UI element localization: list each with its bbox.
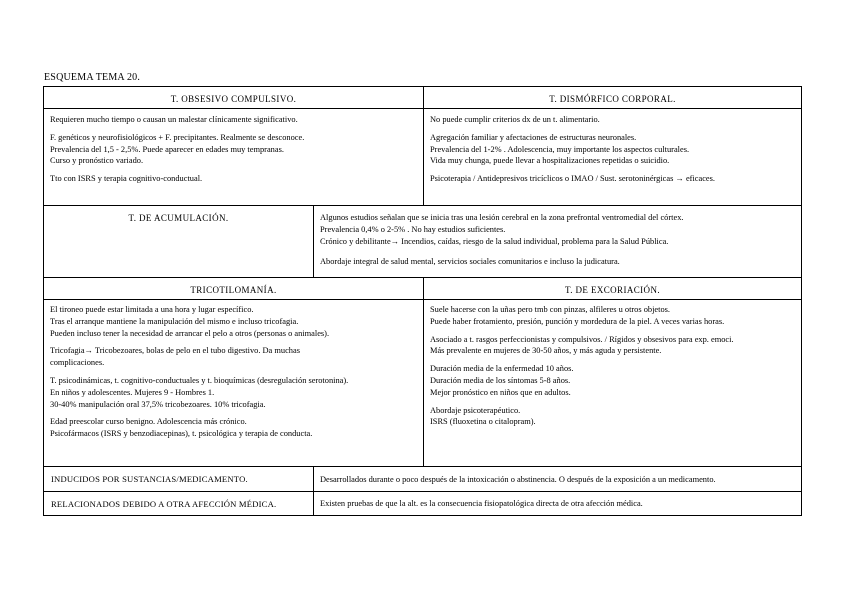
tdc-header: T. DISMÓRFICO CORPORAL.	[424, 87, 801, 109]
tricotilomania-header: TRICOTILOMANÍA.	[44, 278, 424, 300]
excoriacion-line: Duración media de la enfermedad 10 años.	[430, 364, 574, 374]
document-title: ESQUEMA TEMA 20.	[44, 72, 141, 83]
excoriacion-line: Asociado a t. rasgos perfeccionistas y compulsivos. / Rígidos y obsesivos para exp. emoci.	[430, 334, 734, 344]
tdc-line: Prevalencia del 1-2% . Adolescencia, muy importante los aspectos culturales.	[430, 144, 690, 154]
tricotilomania-line: El tironeo puede estar limitada a una hora y lugar específico.	[50, 305, 254, 314]
acumulacion-line: Crónico y debilitante→ Incendios, caídas, riesgo de la salud individual, problema para la Salud Pública.	[320, 236, 669, 246]
excoriacion-line: ISRS (fluoxetina o citalopram).	[430, 417, 536, 427]
tdc-body	[424, 109, 801, 206]
acumulacion-header: T. DE ACUMULACIÓN.	[44, 206, 314, 278]
tricotilomania-line: En niños y adolescentes. Mujeres 9 - Hombres 1.	[50, 387, 215, 397]
tricotilomania-line: T. psicodinámicas, t. cognitivo-conductuales y t. bioquímicas (desregulación serotonina).	[50, 375, 349, 385]
toc-body	[44, 109, 424, 206]
sustancias-header: INDUCIDOS POR SUSTANCIAS/MEDICAMENTO.	[44, 467, 314, 492]
toc-line: Tto con ISRS y terapia cognitivo-conductual.	[50, 174, 203, 184]
sustancias-body	[314, 467, 801, 492]
toc-line: Prevalencia del 1,5 - 2,5%. Puede aparecer en edades muy tempranas.	[50, 144, 284, 154]
tricotilomania-body	[44, 300, 424, 467]
tdc-line: Vida muy chunga, puede llevar a hospitalizaciones repetidas o suicidio.	[430, 156, 670, 166]
excoriacion-body	[424, 300, 801, 467]
tdc-line: Agregación familiar y afectaciones de estructuras neuronales.	[430, 132, 637, 142]
toc-line: Requieren mucho tiempo o causan un malestar clínicamente significativo.	[50, 115, 298, 124]
tricotilomania-line: complicaciones.	[50, 358, 105, 368]
tricotilomania-line: Edad preescolar curso benigno. Adolescencia más crónico.	[50, 417, 247, 427]
acumulacion-line: Prevalencia 0,4% o 2-5% . No hay estudios suficientes.	[320, 224, 506, 234]
toc-header: T. OBSESIVO COMPULSIVO.	[44, 87, 424, 109]
tdc-line: Psicoterapia / Antidepresivos tricíclicos o IMAO / Sust. serotoninérgicas → eficaces.	[430, 174, 715, 184]
tdc-line: No puede cumplir criterios dx de un t. alimentario.	[430, 115, 600, 124]
tricotilomania-line: Tricofagia→ Tricobezoares, bolas de pelo en el tubo digestivo. Da muchas	[50, 346, 300, 356]
toc-line: F. genéticos y neurofisiológicos + F. precipitantes. Realmente se desconoce.	[50, 132, 305, 142]
tricotilomania-line: 30-40% manipulación oral 37,5% tricobezoares. 10% tricofagia.	[50, 399, 266, 409]
excoriacion-line: Puede haber frotamiento, presión, punción y mordedura de la piel. A veces varias horas.	[430, 316, 725, 326]
summary-table	[43, 86, 802, 516]
tricotilomania-line: Psicofármacos (ISRS y benzodiacepinas), t. psicológica y terapia de conducta.	[50, 429, 313, 439]
excoriacion-line: Suele hacerse con la uñas pero tmb con pinzas, alfileres u otros objetos.	[430, 305, 671, 314]
excoriacion-line: Más prevalente en mujeres de 30-50 años, y más aguda y persistente.	[430, 346, 662, 356]
acumulacion-line: Abordaje integral de salud mental, servicios sociales comunitarios e incluso la judicatura.	[320, 257, 620, 267]
afeccion-text: Existen pruebas de que la alt. es la consecuencia fisiopatológica directa de otra afección médica.	[320, 499, 643, 508]
excoriacion-line: Duración media de los síntomas 5-8 años.	[430, 375, 571, 385]
excoriacion-header: T. DE EXCORIACIÓN.	[424, 278, 801, 300]
acumulacion-body	[314, 206, 801, 278]
afeccion-header: RELACIONADOS DEBIDO A OTRA AFECCIÓN MÉDICA.	[44, 492, 314, 515]
acumulacion-line: Algunos estudios señalan que se inicia tras una lesión cerebral en la zona prefrontal ventromedial del córtex.	[320, 213, 684, 222]
tricotilomania-line: Pueden incluso tener la necesidad de arrancar el pelo a otros (personas o animales).	[50, 328, 330, 338]
excoriacion-line: Abordaje psicoterapéutico.	[430, 405, 521, 415]
afeccion-body	[314, 492, 801, 515]
tricotilomania-line: Tras el arranque mantiene la manipulación del mismo e incluso tricofagia.	[50, 316, 299, 326]
excoriacion-line: Mejor pronóstico en niños que en adultos.	[430, 387, 571, 397]
sustancias-text: Desarrollados durante o poco después de la intoxicación o abstinencia. O después de la exposición a un medicamento.	[320, 475, 716, 484]
toc-line: Curso y pronóstico variado.	[50, 156, 144, 166]
